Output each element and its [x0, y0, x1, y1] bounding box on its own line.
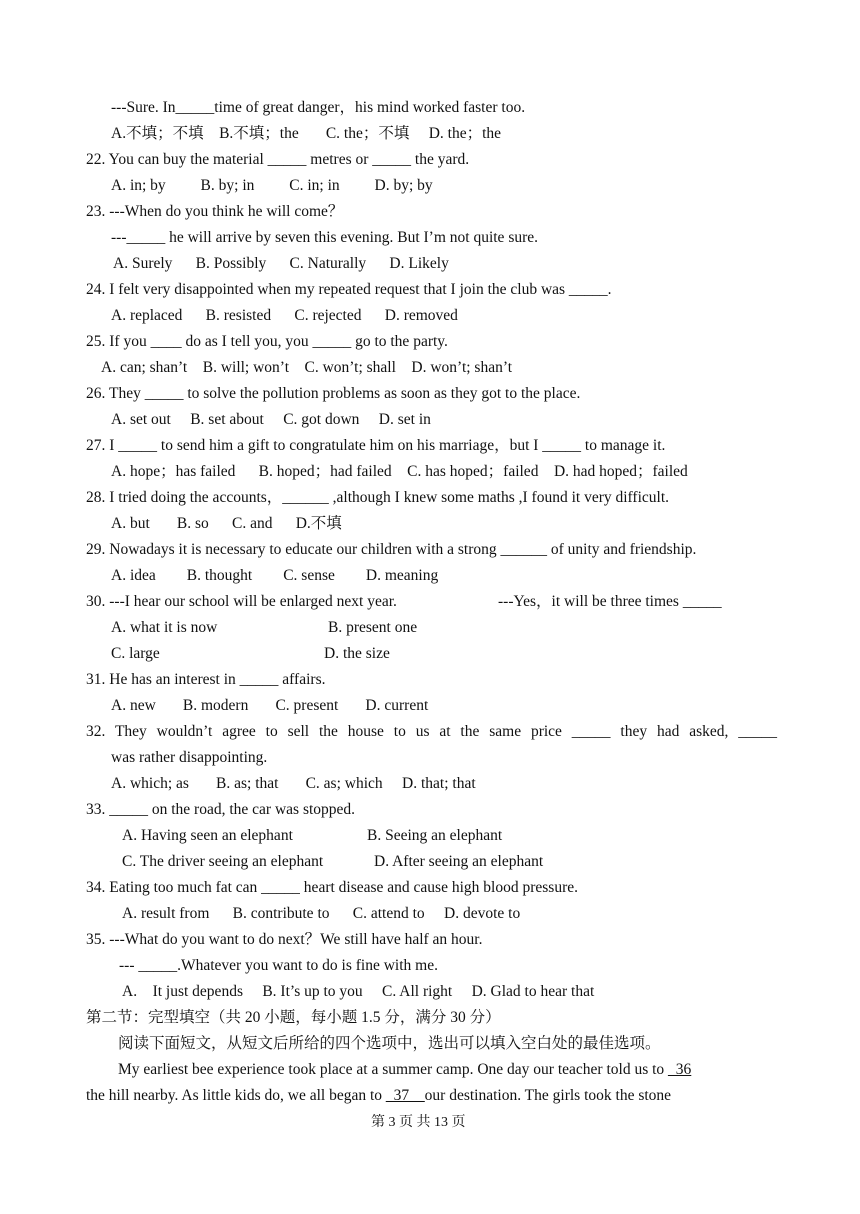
question-26: 26. They _____ to solve the pollution problems as soon as they got to the place. — [86, 385, 581, 402]
question-24: 24. I felt very disappointed when my repeated request that I join the club was _____. — [86, 281, 612, 298]
q35-options: A. It just depends B. It’s up to you C. All right D. Glad to hear that — [122, 983, 595, 1000]
question-34: 34. Eating too much fat can _____ heart disease and cause high blood pressure. — [86, 879, 578, 896]
passage-line-1 — [118, 1060, 691, 1080]
q35-dialog-line: --- _____.Whatever you want to do is fine with me. — [119, 957, 438, 974]
question-27: 27. I _____ to send him a gift to congratulate him on his marriage，but I _____ to manage it. — [86, 437, 666, 454]
section-2-instruction: 阅读下面短文，从短文后所给的四个选项中，选出可以填入空白处的最佳选项。 — [118, 1035, 661, 1052]
q30-option-d: D. the size — [324, 645, 390, 662]
question-22: 22. You can buy the material _____ metres or _____ the yard. — [86, 151, 470, 168]
q33-option-b: B. Seeing an elephant — [367, 827, 503, 844]
q24-options: A. replaced B. resisted C. rejected D. removed — [111, 307, 458, 324]
blank-37: _37__ — [385, 1087, 425, 1104]
q33-option-a: A. Having seen an elephant — [122, 827, 293, 844]
question-23: 23. ---When do you think he will come？ — [86, 203, 344, 220]
q21-options: A.不填；不填 B.不填；the C. the；不填 D. the；the — [111, 125, 502, 142]
q32-options: A. which; as B. as; that C. as; which D. that; that — [111, 775, 476, 792]
q21-dialog-line: ---Sure. In_____time of great danger，his mind worked faster too. — [111, 99, 526, 116]
passage-line-2 — [86, 1086, 671, 1106]
q30-option-b: B. present one — [328, 619, 418, 636]
question-32-line-1: 32. They wouldn’t agree to sell the house to us at the same price _____ they had asked, _____ — [86, 723, 777, 740]
q30-option-c: C. large — [111, 645, 160, 662]
q29-options: A. idea B. thought C. sense D. meaning — [111, 567, 439, 584]
q34-options: A. result from B. contribute to C. attend to D. devote to — [122, 905, 521, 922]
q22-options: A. in; by B. by; in C. in; in D. by; by — [111, 177, 433, 194]
blank-36: _36 — [668, 1061, 692, 1078]
question-33: 33. _____ on the road, the car was stopped. — [86, 801, 356, 818]
page-footer: 第 3 页 共 13 页 — [371, 1115, 466, 1130]
q28-options: A. but B. so C. and D.不填 — [111, 515, 342, 532]
q30-option-a: A. what it is now — [111, 619, 218, 636]
passage-line-1-text: My earliest bee experience took place at a summer camp. One day our teacher told us to — [118, 1061, 665, 1078]
q25-options: A. can; shan’t B. will; won’t C. won’t; shall D. won’t; shan’t — [101, 359, 513, 376]
passage-line-2-text-b: our destination. The girls took the stone — [424, 1087, 672, 1104]
question-30: 30. ---I hear our school will be enlarged next year. — [86, 593, 397, 610]
q27-options: A. hope；has failed B. hoped；had failed C. has hoped；failed D. had hoped；failed — [111, 463, 688, 480]
passage-line-2-text-a: the hill nearby. As little kids do, we all began to — [86, 1087, 383, 1104]
question-25: 25. If you ____ do as I tell you, you _____ go to the party. — [86, 333, 448, 350]
question-28: 28. I tried doing the accounts，______ ,although I knew some maths ,I found it very difficult. — [86, 489, 670, 506]
q26-options: A. set out B. set about C. got down D. set in — [111, 411, 431, 428]
q23-options: A. Surely B. Possibly C. Naturally D. Likely — [113, 255, 449, 272]
q31-options: A. new B. modern C. present D. current — [111, 697, 429, 714]
question-31: 31. He has an interest in _____ affairs. — [86, 671, 326, 688]
section-2-title: 第二节：完型填空（共 20 小题，每小题 1.5 分，满分 30 分） — [86, 1009, 501, 1026]
q33-option-d: D. After seeing an elephant — [374, 853, 544, 870]
question-35: 35. ---What do you want to do next？We still have half an hour. — [86, 931, 483, 948]
q23-dialog-line: ---_____ he will arrive by seven this evening. But I’m not quite sure. — [111, 229, 539, 246]
q30-reply: ---Yes，it will be three times _____ — [498, 593, 722, 610]
question-29: 29. Nowadays it is necessary to educate our children with a strong ______ of unity and friendship. — [86, 541, 697, 558]
q33-option-c: C. The driver seeing an elephant — [122, 853, 324, 870]
question-32-line-2: was rather disappointing. — [111, 749, 268, 766]
